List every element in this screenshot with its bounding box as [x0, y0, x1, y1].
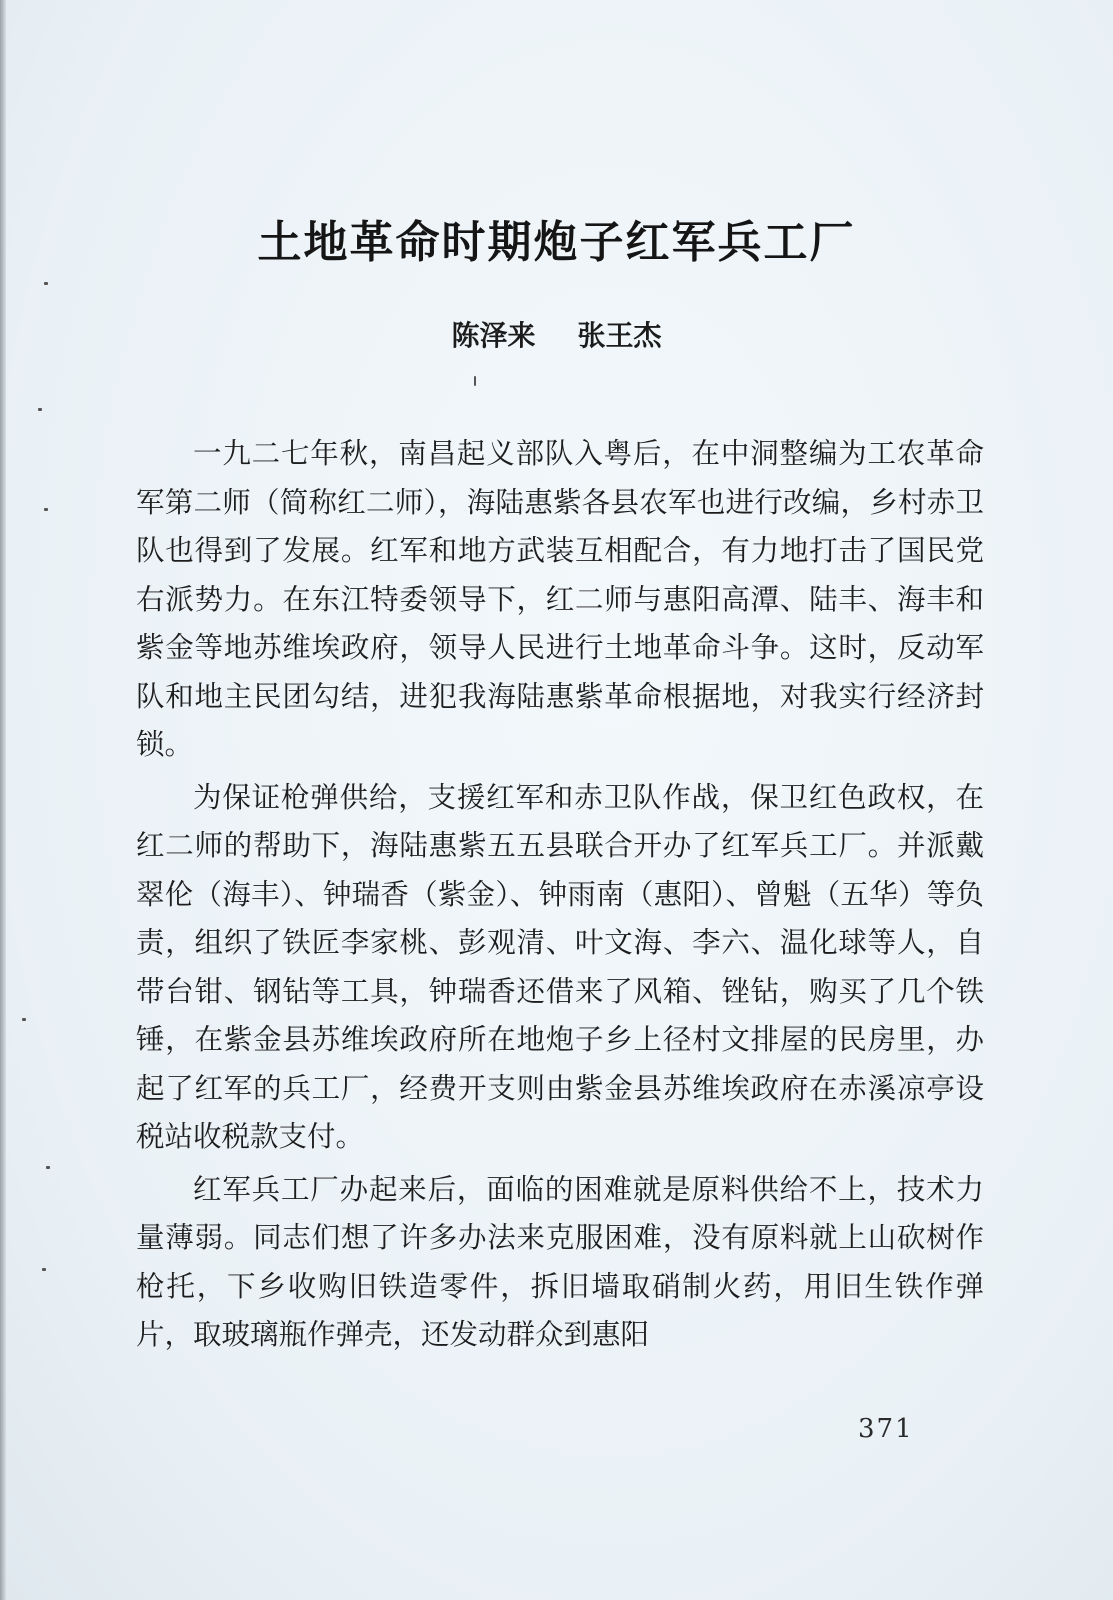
article-body	[136, 430, 984, 1364]
scan-speck	[42, 1268, 46, 1271]
scan-speck	[46, 1166, 50, 1169]
author-name: 陈泽来	[451, 319, 536, 352]
author-name: 张王杰	[577, 319, 662, 352]
body-paragraph: 为保证枪弹供给，支援红军和赤卫队作战，保卫红色政权，在红二师的帮助下，海陆惠紫五五县联合开办了红军兵工厂。并派戴翠伦（海丰）、钟瑞香（紫金）、钟雨南（惠阳）、曾魁（五华）等负责，组织了铁匠李家桃、彭观清、叶文海、李六、温化球等人，自带台钳、钢钻等工具，钟瑞香还借来了风箱、锉钻，购买了几个铁锤，在紫金县苏维埃政府所在地炮子乡上径村文排屋的民房里，办起了红军的兵工厂，经费开支则由紫金县苏维埃政府在赤溪凉亭设税站收税款支付。	[136, 780, 984, 1153]
scan-speck	[474, 376, 476, 386]
scan-speck	[22, 1018, 26, 1021]
article-title: 土地革命时期炮子红军兵工厂	[257, 217, 856, 268]
body-paragraph: 一九二七年秋，南昌起义部队入粤后，在中洞整编为工农革命军第二师（简称红二师），海陆惠紫各县农军也进行改编，乡村赤卫队也得到了发展。红军和地方武装互相配合，有力地打击了国民党右派势力。在东江特委领导下，红二师与惠阳高潭、陆丰、海丰和紫金等地苏维埃政府，领导人民进行土地革命斗争。这时，反动军队和地主民团勾结，进犯我海陆惠紫革命根据地，对我实行经济封锁。	[136, 437, 984, 761]
article-authors	[0, 318, 1113, 354]
page-number: 371	[858, 1414, 914, 1444]
scan-speck	[38, 408, 42, 411]
scan-speck	[44, 508, 48, 511]
scan-speck	[44, 282, 48, 285]
body-paragraph: 红军兵工厂办起来后，面临的困难就是原料供给不上，技术力量薄弱。同志们想了许多办法来克服困难，没有原料就上山砍树作枪托，下乡收购旧铁造零件，拆旧墙取硝制火药，用旧生铁作弹片，取玻璃瓶作弹壳，还发动群众到惠阳	[136, 1172, 984, 1351]
